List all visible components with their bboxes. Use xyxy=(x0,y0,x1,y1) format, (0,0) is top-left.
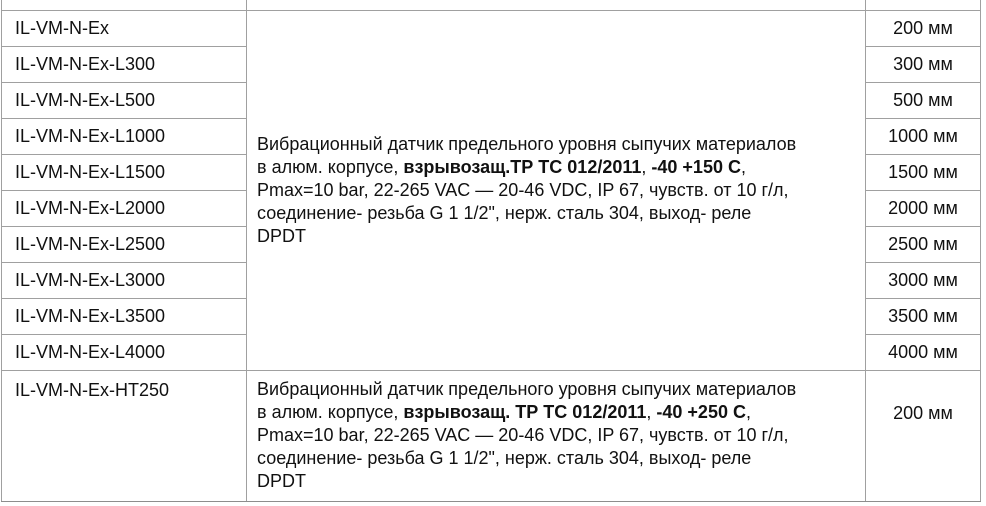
length-cell: 1000 мм xyxy=(866,118,981,154)
description-line: DPDT xyxy=(257,225,306,246)
model-name-cell: IL-VM-N-Ex xyxy=(2,10,247,46)
length-cell: 2000 мм xyxy=(866,190,981,226)
clipped-description-cell xyxy=(247,0,866,10)
clipped-model-cell xyxy=(2,0,247,10)
model-name-cell: IL-VM-N-Ex-L1000 xyxy=(2,118,247,154)
description-line: DPDT xyxy=(257,470,306,491)
description-line: Pmax=10 bar, 22-265 VAC — 20-46 VDC, IP 67, чувств. от 10 г/л, xyxy=(257,179,789,200)
description-cell xyxy=(247,370,866,501)
table-row-ht250 xyxy=(2,370,981,501)
model-name-cell: IL-VM-N-Ex-L3000 xyxy=(2,262,247,298)
length-cell: 300 мм xyxy=(866,46,981,82)
length-cell: 2500 мм xyxy=(866,226,981,262)
model-name-cell: IL-VM-N-Ex-L2500 xyxy=(2,226,247,262)
clipped-length-cell xyxy=(866,0,981,10)
model-name-cell: IL-VM-N-Ex-L300 xyxy=(2,46,247,82)
model-name-cell: IL-VM-N-Ex-L1500 xyxy=(2,154,247,190)
description-line: в алюм. корпусе, взрывозащ. ТР ТС 012/2011, -40 +250 С, xyxy=(257,401,751,422)
model-name-cell: IL-VM-N-Ex-HT250 xyxy=(2,370,247,501)
model-name-cell: IL-VM-N-Ex-L3500 xyxy=(2,298,247,334)
model-name-cell: IL-VM-N-Ex-L500 xyxy=(2,82,247,118)
length-cell: 1500 мм xyxy=(866,154,981,190)
length-cell: 200 мм xyxy=(866,10,981,46)
length-cell: 3000 мм xyxy=(866,262,981,298)
description-line: Вибрационный датчик предельного уровня сыпучих материалов xyxy=(257,133,797,154)
length-cell: 200 мм xyxy=(866,370,981,501)
model-name-cell: IL-VM-N-Ex-L4000 xyxy=(2,334,247,370)
table-row xyxy=(2,10,981,46)
description-line: соединение- резьба G 1 1/2", нерж. сталь 304, выход- реле xyxy=(257,447,752,468)
description-line: Pmax=10 bar, 22-265 VAC — 20-46 VDC, IP 67, чувств. от 10 г/л, xyxy=(257,424,789,445)
product-specs-table xyxy=(1,0,981,502)
description-line: Вибрационный датчик предельного уровня сыпучих материалов xyxy=(257,378,797,399)
table-row-clipped xyxy=(2,0,981,10)
length-cell: 500 мм xyxy=(866,82,981,118)
model-name-cell: IL-VM-N-Ex-L2000 xyxy=(2,190,247,226)
length-cell: 3500 мм xyxy=(866,298,981,334)
description-line: в алюм. корпусе, взрывозащ.ТР ТС 012/2011, -40 +150 С, xyxy=(257,156,746,177)
length-cell: 4000 мм xyxy=(866,334,981,370)
description-cell xyxy=(247,10,866,370)
description-line: соединение- резьба G 1 1/2", нерж. сталь 304, выход- реле xyxy=(257,202,752,223)
